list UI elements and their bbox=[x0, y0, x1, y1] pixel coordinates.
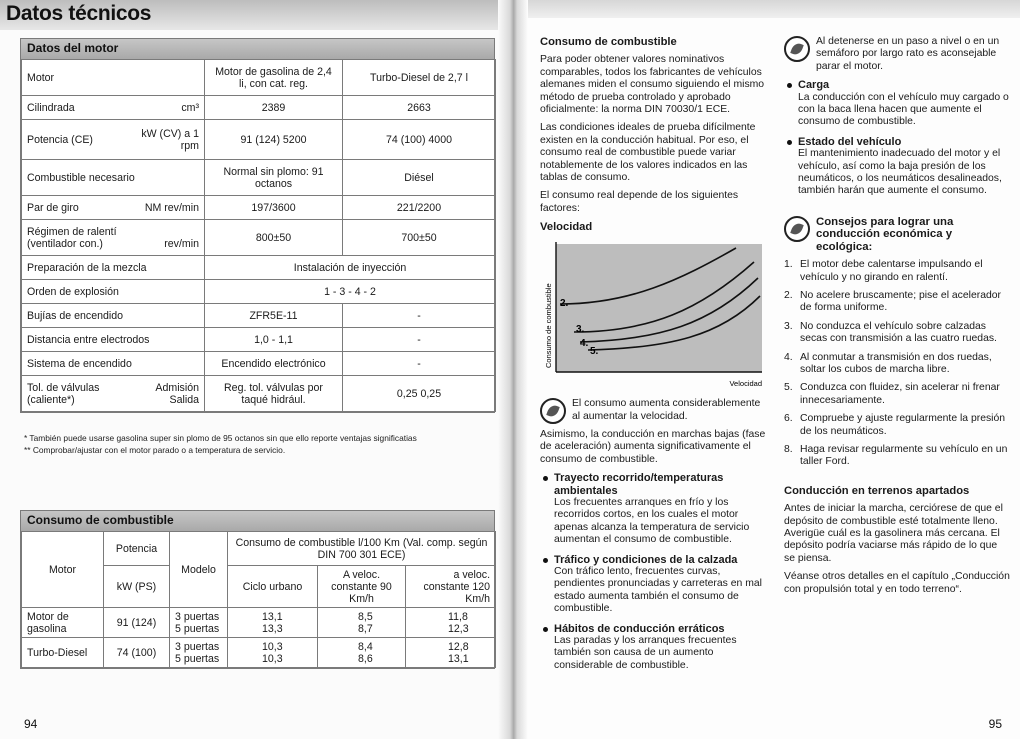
diesel-value: 221/2200 bbox=[343, 196, 496, 220]
tips-title: Consejos para lograr una conducción económica y ecológica: bbox=[816, 215, 954, 253]
span-value: Instalación de inyección bbox=[205, 256, 496, 280]
table-row bbox=[22, 196, 496, 220]
header-cell-modelo: Modelo bbox=[170, 532, 228, 608]
header-cell-motor: Motor bbox=[22, 60, 205, 96]
curve-label: 2. bbox=[560, 297, 569, 309]
list-item bbox=[784, 444, 1010, 469]
paragraph: El consumo real depende de los siguientes factores: bbox=[540, 190, 739, 214]
row-unit: rev/min bbox=[164, 237, 199, 250]
paragraph: Las condiciones ideales de prueba difícilmente existen en la conducción habitual. Por eso, el consumo real de combustible puede variar notablemente de los valores indicados en las tablas de consumo. bbox=[540, 122, 756, 184]
header-cell-kw: kW (PS) bbox=[104, 566, 170, 608]
row-unit: cm³ bbox=[181, 101, 199, 114]
bullet-title: Carga bbox=[798, 79, 830, 92]
header-cell-potencia: Potencia bbox=[104, 532, 170, 566]
row-label: Régimen de ralentí (ventilador con.) bbox=[27, 225, 117, 250]
consumption-heading: Consumo de combustible bbox=[27, 513, 174, 527]
bullet-text: Las paradas y los arranques frecuentes también son causa de un aumento considerable de combustible. bbox=[554, 635, 737, 671]
tip-number: 6. bbox=[784, 413, 793, 425]
list-item bbox=[784, 136, 1010, 198]
section-heading: Consumo de combustible bbox=[540, 36, 677, 48]
header-cell-motor: Motor bbox=[22, 532, 104, 608]
bullet-text: Los frecuentes arranques en frío y los recorridos cortos, en los cuales el motor apenas alcanza la temperatura de servicio aumentan el consumo de combustible. bbox=[554, 496, 750, 546]
diesel-value: - bbox=[343, 328, 496, 352]
curve-label: 3. bbox=[576, 323, 585, 335]
motor-cell: Turbo-Diesel bbox=[22, 638, 104, 668]
diesel-value: 74 (100) 4000 bbox=[343, 120, 496, 160]
tip-text: No acelere bruscamente; pise el acelerador de forma uniforme. bbox=[800, 289, 1001, 314]
petrol-value: 91 (124) 5200 bbox=[205, 120, 343, 160]
eco-leaf-icon bbox=[784, 36, 810, 62]
tip-number: 1. bbox=[784, 259, 793, 271]
eco-leaf-icon bbox=[784, 216, 810, 242]
table-row bbox=[22, 328, 496, 352]
header-bar bbox=[528, 0, 1020, 18]
span-value: 1 - 3 - 4 - 2 bbox=[205, 280, 496, 304]
list-item bbox=[784, 290, 1010, 315]
row-unit: Admisión Salida bbox=[155, 381, 199, 406]
petrol-value: Encendido electrónico bbox=[205, 352, 343, 376]
page-title: Datos técnicos bbox=[6, 2, 152, 25]
bullet-title: Trayecto recorrido/temperaturas ambientales bbox=[554, 472, 724, 497]
list-item bbox=[784, 413, 1010, 438]
list-item bbox=[784, 382, 1010, 407]
y-axis-label: Consumo de combustible bbox=[544, 283, 553, 368]
eco-leaf-icon bbox=[540, 398, 566, 424]
section-heading: Conducción en terrenos apartados bbox=[784, 484, 970, 497]
table-row bbox=[22, 304, 496, 328]
tip-text: El motor debe calentarse impulsando el vehículo y no girando en ralentí. bbox=[800, 259, 983, 283]
kw-cell: 74 (100) bbox=[104, 638, 170, 668]
diesel-value: - bbox=[343, 304, 496, 328]
engine-data-heading: Datos del motor bbox=[27, 41, 119, 55]
row-label: Distancia entre electrodos bbox=[22, 328, 205, 352]
petrol-value: 2389 bbox=[205, 96, 343, 120]
motor-cell: Motor de gasolina bbox=[22, 608, 104, 638]
list-item bbox=[540, 472, 768, 546]
table-row bbox=[22, 160, 496, 196]
tips-list bbox=[784, 259, 1010, 469]
petrol-value: 197/3600 bbox=[205, 196, 343, 220]
paragraph: Antes de iniciar la marcha, cerciórese de que el depósito de combustible esté totalmente lleno. Averigüe cuál es la gasolinera más cercana. El depósito podría vaciarse más rápido de lo que se piensa. bbox=[784, 503, 1003, 564]
table-row bbox=[22, 256, 496, 280]
bullet-title: Hábitos de conducción erráticos bbox=[554, 622, 725, 635]
header-cell-90: A veloc. constante 90 Km/h bbox=[318, 566, 406, 608]
row-unit: kW (CV) a 1 rpm bbox=[141, 127, 199, 152]
urbano-cell: 10,3 10,3 bbox=[228, 638, 318, 668]
right-column-1 bbox=[540, 36, 768, 679]
row-unit: NM rev/min bbox=[144, 201, 199, 214]
tip-number: 3. bbox=[784, 320, 793, 332]
header-cell-consumo: Consumo de combustible l/100 Km (Val. comp. según DIN 700 301 ECE) bbox=[228, 532, 496, 566]
row-label: Potencia (CE) bbox=[27, 133, 93, 146]
row-label: Orden de explosión bbox=[22, 280, 205, 304]
row-label: Par de giro bbox=[27, 201, 79, 214]
table-row bbox=[22, 96, 496, 120]
modelo-cell: 3 puertas 5 puertas bbox=[170, 608, 228, 638]
tip-text: No conduzca el vehículo sobre calzadas secas con transmisión a las cuatro ruedas. bbox=[800, 320, 997, 345]
table-row bbox=[22, 638, 496, 668]
consumption-speed-chart bbox=[540, 240, 768, 390]
petrol-value: ZFR5E-11 bbox=[205, 304, 343, 328]
paragraph: Para poder obtener valores nominativos comparables, todos los fabricantes de vehículos alemanes miden el consumo siguiendo el mismo método de prueba controlado y aprobado oficialmente: la norma DIN 70030/1 ECE. bbox=[540, 54, 765, 116]
bullet-text: La conducción con el vehículo muy cargado o con la baca llena hacen que aumente el consumo de combustible. bbox=[798, 91, 1009, 128]
table-row bbox=[22, 280, 496, 304]
table-row bbox=[22, 352, 496, 376]
engine-data-heading-bar bbox=[21, 39, 494, 59]
table-row bbox=[22, 608, 496, 638]
footnote: * También puede usarse gasolina super sin plomo de 95 octanos sin que ello reporte ventajas significatias bbox=[24, 433, 417, 443]
v120-cell: 11,8 12,3 bbox=[406, 608, 496, 638]
tip-number: 2. bbox=[784, 289, 793, 301]
row-label: Sistema de encendido bbox=[22, 352, 205, 376]
consumption-table bbox=[21, 531, 496, 668]
curve-label: 4. bbox=[580, 337, 589, 349]
tip-number: 8. bbox=[784, 443, 793, 455]
kw-cell: 91 (124) bbox=[104, 608, 170, 638]
table-row bbox=[22, 532, 496, 566]
petrol-value: Normal sin plomo: 91 octanos bbox=[205, 160, 343, 196]
table-row bbox=[22, 220, 496, 256]
modelo-cell: 3 puertas 5 puertas bbox=[170, 638, 228, 668]
v90-cell: 8,4 8,6 bbox=[318, 638, 406, 668]
bullet-title: Estado del vehículo bbox=[798, 135, 902, 148]
v90-cell: 8,5 8,7 bbox=[318, 608, 406, 638]
book-gutter bbox=[498, 0, 528, 739]
table-row bbox=[22, 120, 496, 160]
v120-cell: 12,8 13,1 bbox=[406, 638, 496, 668]
header-cell-diesel: Turbo-Diesel de 2,7 l bbox=[343, 60, 496, 96]
petrol-value: 800±50 bbox=[205, 220, 343, 256]
header-cell-120: a veloc. constante 120 Km/h bbox=[406, 566, 496, 608]
engine-data-table bbox=[21, 59, 496, 412]
diesel-value: 0,25 0,25 bbox=[343, 376, 496, 412]
right-page bbox=[510, 0, 1020, 739]
row-label: Combustible necesario bbox=[22, 160, 205, 196]
page-number-left: 94 bbox=[24, 717, 38, 731]
header-cell-petrol: Motor de gasolina de 2,4 li, con cat. reg. bbox=[205, 60, 343, 96]
table-row bbox=[22, 60, 496, 96]
tip-number: 4. bbox=[784, 351, 793, 363]
paragraph: Véanse otros detalles en el capítulo „Conducción con propulsión total y en todo terreno“. bbox=[784, 571, 1010, 595]
page-number-right: 95 bbox=[988, 717, 1002, 731]
tip-text: Conduzca con fluidez, sin acelerar ni frenar innecesariamente. bbox=[800, 382, 1000, 406]
list-item bbox=[540, 623, 768, 673]
row-label: Bujías de encendido bbox=[22, 304, 205, 328]
consumption-panel bbox=[20, 510, 495, 669]
petrol-value: 1,0 - 1,1 bbox=[205, 328, 343, 352]
x-axis-label: Velocidad bbox=[729, 378, 762, 388]
diesel-value: - bbox=[343, 352, 496, 376]
petrol-value: Reg. tol. válvulas por taqué hidrául. bbox=[205, 376, 343, 412]
list-item bbox=[540, 554, 768, 616]
bullet-title: Tráfico y condiciones de la calzada bbox=[554, 553, 738, 566]
tip-text: Compruebe y ajuste regularmente la presión de los neumáticos. bbox=[800, 413, 1006, 437]
consumption-heading-bar bbox=[21, 511, 494, 531]
footnotes bbox=[24, 432, 494, 456]
diesel-value: Diésel bbox=[343, 160, 496, 196]
list-item bbox=[784, 321, 1010, 346]
tip-text: Haga revisar regularmente su vehículo en un taller Ford. bbox=[800, 443, 1008, 468]
urbano-cell: 13,1 13,3 bbox=[228, 608, 318, 638]
diesel-value: 700±50 bbox=[343, 220, 496, 256]
row-label: Preparación de la mezcla bbox=[22, 256, 205, 280]
diesel-value: 2663 bbox=[343, 96, 496, 120]
row-label: Tol. de válvulas (caliente*) bbox=[27, 381, 100, 406]
tip-text: Al conmutar a transmisión en dos ruedas, soltar los cubos de marcha libre. bbox=[800, 351, 992, 375]
paragraph: Asimismo, la conducción en marchas bajas (fase de aceleración) aumenta significativamente el consumo de combustible. bbox=[540, 428, 766, 465]
bullet-text: Con tráfico lento, frecuentes curvas, pendientes pronunciadas y carreteras en mal estado aumenta también el consumo de combustible. bbox=[554, 565, 762, 615]
tip-number: 5. bbox=[784, 382, 793, 394]
row-label: Cilindrada bbox=[27, 101, 75, 114]
list-item bbox=[784, 79, 1010, 129]
eco-note: Al detenerse en un paso a nivel o en un semáforo por largo rato es aconsejable parar el motor. bbox=[816, 36, 1000, 72]
chart-background bbox=[556, 244, 762, 372]
footnote: ** Comprobar/ajustar con el motor parado o a temperatura de servicio. bbox=[24, 445, 286, 455]
eco-note: El consumo aumenta considerablemente al aumentar la velocidad. bbox=[572, 398, 761, 422]
engine-data-panel bbox=[20, 38, 495, 413]
table-row bbox=[22, 376, 496, 412]
list-item bbox=[784, 259, 1010, 284]
section-heading: Velocidad bbox=[540, 221, 593, 234]
right-column-2 bbox=[784, 36, 1010, 602]
bullet-text: El mantenimiento inadecuado del motor y el vehículo, así como la baja presión de los neumáticos, o los neumáticos desalineados, también harán que aumente el consumo. bbox=[798, 148, 1002, 197]
list-item bbox=[784, 352, 1010, 377]
header-cell-urbano: Ciclo urbano bbox=[228, 566, 318, 608]
curve-label: 5. bbox=[590, 345, 599, 357]
